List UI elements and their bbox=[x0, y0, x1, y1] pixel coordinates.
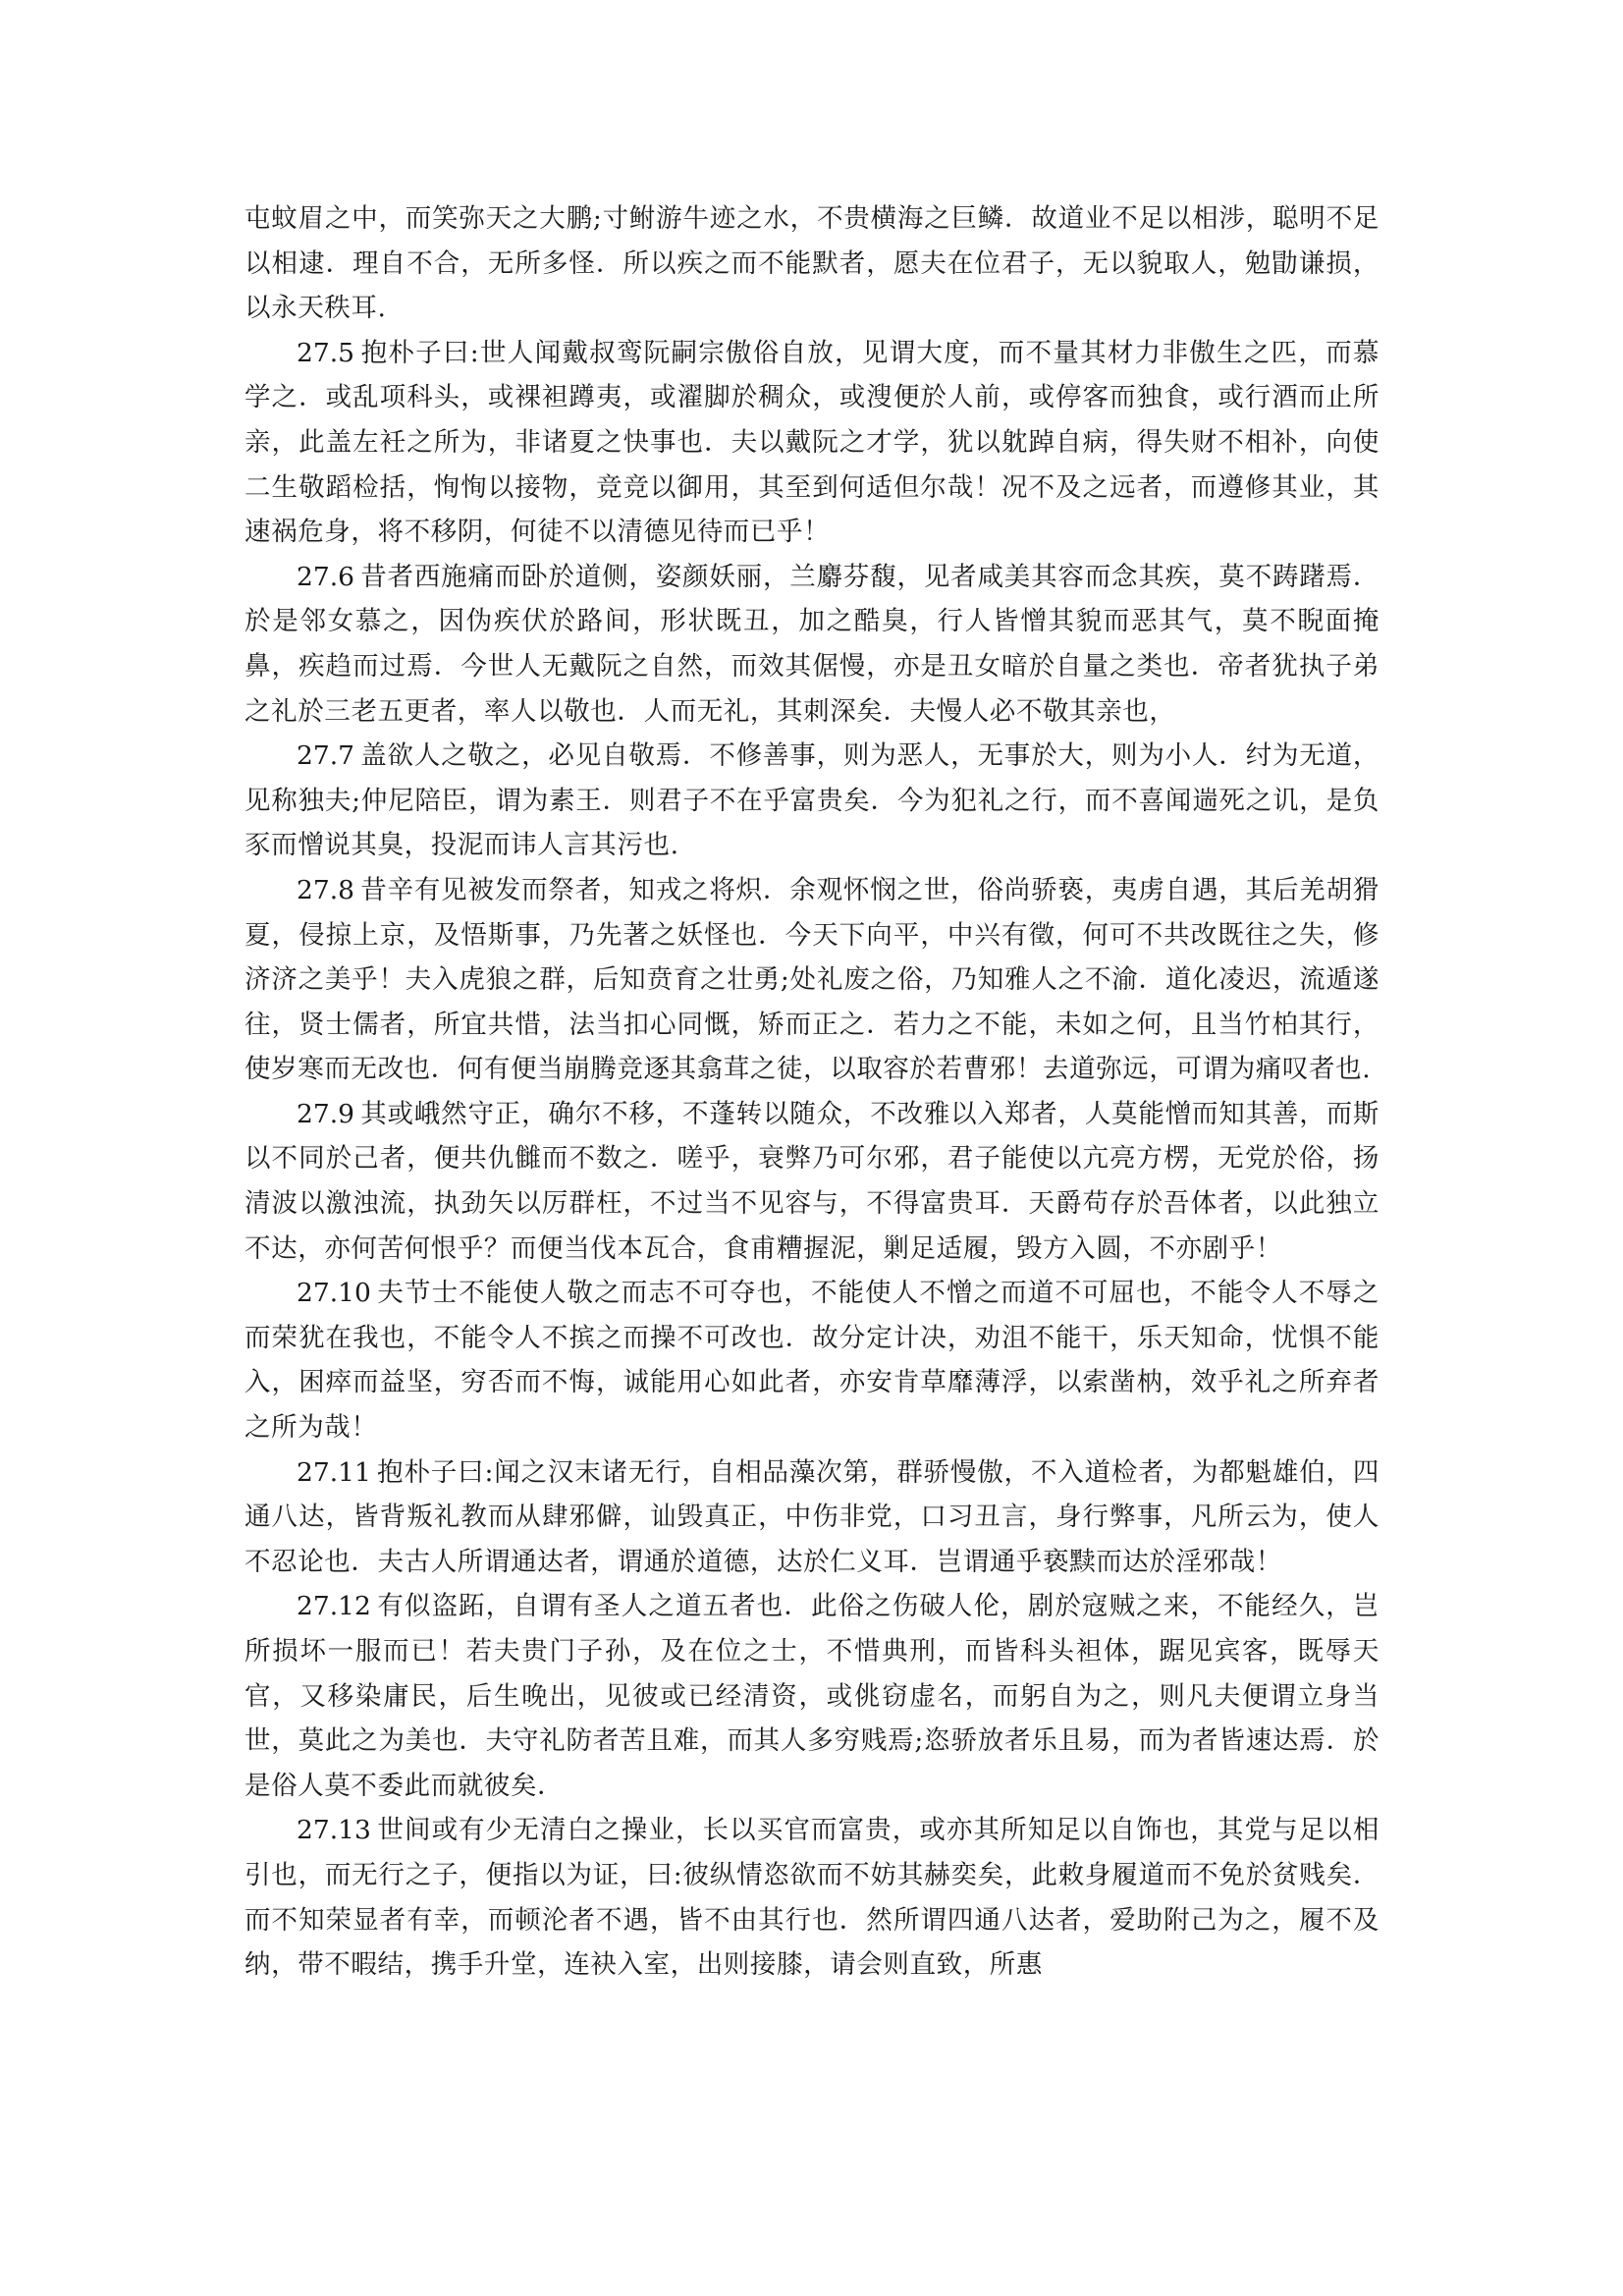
paragraph-27-13 bbox=[244, 1808, 1380, 1987]
paragraph-27-10 bbox=[244, 1271, 1380, 1449]
section-number: 27.12 bbox=[297, 1591, 371, 1622]
section-number: 27.7 bbox=[297, 740, 355, 772]
paragraph-text: 屯蚊眉之中，而笑弥天之大鹏;寸鲋游牛迹之水，不贵横海之巨鳞．故道业不足以相涉，聪明不足以相逮．理自不合，无所多怪．所以疾之而不能默者，愿夫在位君子，无以貌取人，勉勖谦损，以永天秩耳. bbox=[244, 203, 1380, 324]
paragraph-27-11 bbox=[244, 1450, 1380, 1585]
paragraph-text: 其或峨然守正，确尔不移，不蓬转以随众，不改雅以入郑者，人莫能憎而知其善，而斯以不同於己者，便共仇雠而不数之．嗟乎，衰弊乃可尔邪，君子能使以亢亮方楞，无党於俗，扬清波以激浊流，执劲矢以厉群枉，不过当不见容与，不得富贵耳．天爵苟存於吾体者，以此独立不达，亦何苦何恨乎？而便当伐本瓦合，食甫糟握泥，剿足适履，毁方入圆，不亦剧乎！ bbox=[244, 1098, 1380, 1264]
section-number: 27.8 bbox=[297, 874, 355, 905]
paragraph-text: 抱朴子曰:世人闻戴叔鸾阮嗣宗傲俗自放，见谓大度，而不量其材力非傲生之匹，而慕学之．或乱项科头，或裸袒蹲夷，或濯脚於稠众，或溲便於人前，或停客而独食，或行酒而止所亲，此盖左衽之所为，非诸夏之快事也．夫以戴阮之才学，犹以躭踔自病，得失财不相补，向使二生敬蹈检括，恂恂以接物，竞竞以御用，其至到何适但尔哉！况不及之远者，而遵修其业，其速祸危身，将不移阴，何徒不以清德见待而已乎！ bbox=[244, 337, 1380, 548]
paragraph-text: 世间或有少无清白之操业，长以买官而富贵，或亦其所知足以自饰也，其党与足以相引也，而无行之子，便指以为证，曰:彼纵情恣欲而不妨其赫奕矣，此敕身履道而不免於贫贱矣．而不知荣显者有幸，而顿沦者不遇，皆不由其行也．然所谓四通八达者，爱助附己为之，履不及纳，带不暇结，携手升堂，连袂入室，出则接膝，请会则直致，所惠 bbox=[244, 1815, 1380, 1981]
section-number: 27.10 bbox=[297, 1278, 371, 1309]
paragraph-text: 有似盗跖，自谓有圣人之道五者也．此俗之伤破人伦，剧於寇贼之来，不能经久，岂所损坏一服而已！若夫贵门子孙，及在位之士，不惜典刑，而皆科头袒体，踞见宾客，既辱天官，又移染庸民，后生晚出，见彼或已经清资，或佻窃虚名，而躬自为之，则凡夫便谓立身当世，莫此之为美也．夫守礼防者苦且难，而其人多穷贱焉;恣骄放者乐且易，而为者皆速达焉．於是俗人莫不委此而就彼矣． bbox=[244, 1591, 1380, 1801]
paragraph-27-5 bbox=[244, 331, 1380, 555]
paragraph-27-8 bbox=[244, 868, 1380, 1092]
section-number: 27.6 bbox=[297, 561, 355, 592]
body-text bbox=[244, 196, 1380, 1988]
section-number: 27.13 bbox=[297, 1815, 371, 1846]
section-number: 27.5 bbox=[297, 337, 355, 368]
section-number: 27.9 bbox=[297, 1098, 355, 1129]
paragraph-27-6 bbox=[244, 555, 1380, 734]
paragraph-text: 昔者西施痛而卧於道侧，姿颜妖丽，兰麝芬馥，见者咸美其容而念其疾，莫不踌躇焉．於是邻女慕之，因伪疾伏於路间，形状既丑，加之酷臭，行人皆憎其貌而恶其气，莫不睨面掩鼻，疾趋而过焉．今世人无戴阮之自然，而效其倨慢，亦是丑女暗於自量之类也．帝者犹执子弟之礼於三老五更者，率人以敬也．人而无礼，其刺深矣．夫慢人必不敬其亲也， bbox=[244, 561, 1380, 727]
paragraph-text: 盖欲人之敬之，必见自敬焉．不修善事，则为恶人，无事於大，则为小人．纣为无道，见称独夫;仲尼陪臣，谓为素王．则君子不在乎富贵矣．今为犯礼之行，而不喜闻遄死之讥，是负豕而憎说其臭，投泥而讳人言其污也. bbox=[244, 740, 1380, 861]
section-number: 27.11 bbox=[297, 1456, 371, 1488]
paragraph-text: 夫节士不能使人敬之而志不可夺也，不能使人不憎之而道不可屈也，不能令人不辱之而荣犹在我也，不能令人不摈之而操不可改也．故分定计决，劝沮不能干，乐天知命，忧惧不能入，困瘁而益坚，穷否而不悔，诚能用心如此者，亦安肯草靡薄浮，以索凿枘，效乎礼之所弃者之所为哉！ bbox=[244, 1278, 1380, 1444]
paragraph-27-7 bbox=[244, 734, 1380, 868]
paragraph-27-12 bbox=[244, 1584, 1380, 1808]
paragraph-text: 昔辛有见被发而祭者，知戎之将炽．余观怀悯之世，俗尚骄亵，夷虏自遇，其后羌胡猾夏，侵掠上京，及悟斯事，乃先著之妖怪也．今天下向平，中兴有徵，何可不共改既往之失，修济济之美乎！夫入虎狼之群，后知贲育之壮勇;处礼废之俗，乃知雅人之不渝．道化凌迟，流遁遂往，贤士儒者，所宜共惜，法当扣心同慨，矫而正之．若力之不能，未如之何，且当竹柏其行，使岁寒而无改也．何有便当崩腾竞逐其翕茸之徒，以取容於若曹邪！去道弥远，可谓为痛叹者也. bbox=[244, 874, 1380, 1085]
paragraph-27-9 bbox=[244, 1092, 1380, 1271]
paragraph-text: 抱朴子曰:闻之汉末诸无行，自相品藻次第，群骄慢傲，不入道检者，为都魁雄伯，四通八达，皆背叛礼教而从肆邪僻，讪毁真正，中伤非党，口习丑言，身行弊事，凡所云为，使人不忍论也．夫古人所谓通达者，谓通於道德，达於仁义耳．岂谓通乎亵黩而达於淫邪哉！ bbox=[244, 1456, 1380, 1577]
paragraph-27-4-continued bbox=[244, 196, 1380, 331]
